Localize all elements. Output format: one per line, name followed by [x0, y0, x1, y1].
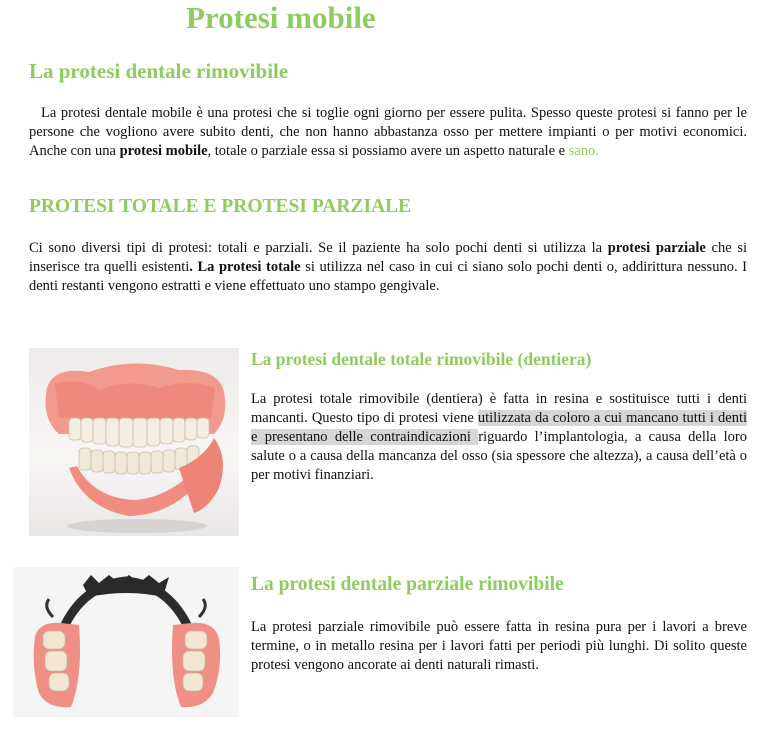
full-denture-image: [29, 348, 239, 536]
paragraph-removable-prosthesis: La protesi dentale mobile è una protesi che si toglie ogni giorno per essere pulita. Spesso queste protesi si fanno per le persone che vogliono avere subito denti, che non hanno abbastanza osso per mettere impianti o per motivi economici. Anche con una protesi mobile, totale o parziale essa si possiamo avere un aspetto naturale e sano.: [29, 105, 747, 159]
paragraph-partial-denture: La protesi parziale rimovibile può essere fatta in resina pura per i lavori a breve termine, o in metallo resina per i lavori fatti per periodi più lunghi. Di solito queste protesi vengono ancorate ai denti naturali rimasti.: [251, 619, 747, 673]
partial-denture-image: [13, 567, 239, 717]
heading-partial-denture: La protesi dentale parziale rimovibile: [251, 574, 564, 595]
paragraph-full-denture: La protesi totale rimovibile (dentiera) è fatta in resina e sostituisce tutti i denti mancanti. Questo tipo di protesi viene utilizzata da coloro a cui mancano tutti i denti e presentano delle contraindicazioni riguardo l’implantologia, a causa della loro salute o a causa della mancanza del osso (sia spessore che altezza), a causa dell’età o per motivi finanziari.: [251, 391, 747, 483]
full-denture-icon: [29, 348, 239, 536]
heading-full-denture: La protesi dentale totale rimovibile (dentiera): [251, 349, 592, 369]
partial-denture-icon: [13, 567, 239, 717]
heading-total-partial: PROTESI TOTALE E PROTESI PARZIALE: [29, 196, 412, 217]
page-title: Protesi mobile: [186, 0, 376, 35]
paragraph-total-partial: Ci sono diversi tipi di protesi: totali e parziali. Se il paziente ha solo pochi denti si utilizza la protesi parziale che si inserisce tra quelli esistenti. La protesi totale si utilizza nel caso in cui ci siano solo pochi denti o, addirittura nessuno. I denti restanti vengono estratti e viene effettuato uno stampo gengivale.: [29, 240, 747, 294]
heading-removable-prosthesis: La protesi dentale rimovibile: [29, 59, 289, 83]
